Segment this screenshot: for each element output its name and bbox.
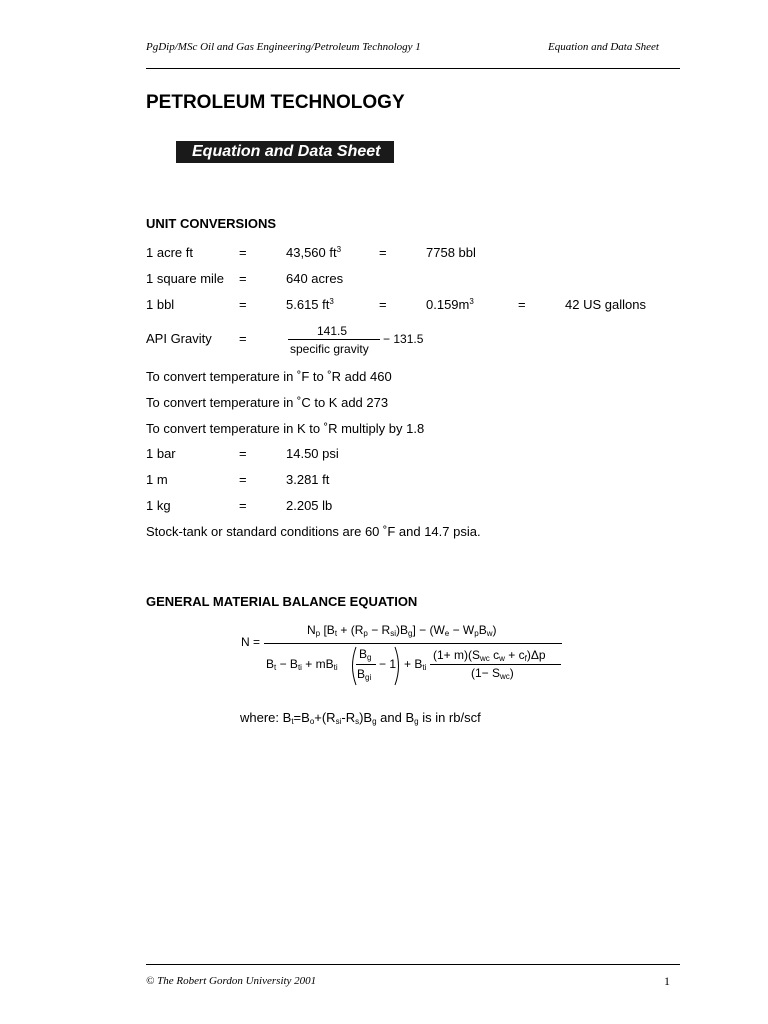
equals-sign: = (239, 245, 247, 260)
mbe-heading: GENERAL MATERIAL BALANCE EQUATION (146, 594, 418, 609)
bbl-label: 1 bbl (146, 297, 175, 312)
unit-conversions-heading: UNIT CONVERSIONS (146, 216, 277, 231)
api-denominator: specific gravity (290, 342, 369, 356)
equals-sign: = (239, 297, 247, 312)
equals-sign: = (239, 472, 247, 487)
temp-f-to-r: To convert temperature in ˚F to ˚R add 460 (146, 369, 392, 384)
equals-sign: = (239, 331, 247, 346)
header-right: Equation and Data Sheet (548, 41, 659, 53)
equals-sign: = (239, 498, 247, 513)
meter-label: 1 m (146, 472, 168, 487)
mbe-numerator: $N_p$ $[B_t + (R_p - R_{si})B_g] - (W_e - W_pB_w)$ (307, 623, 497, 638)
temp-k-to-r: To convert temperature in K to ˚R multiply by 1.8 (146, 421, 425, 436)
acre-ft-value-ft3: 43,560 $ft^3$ (286, 245, 342, 260)
api-gravity-label: API Gravity (146, 331, 212, 346)
bar-value: 14.50 psi (286, 446, 339, 461)
meter-value: 3.281 ft (286, 472, 330, 487)
right-paren-icon (393, 646, 403, 686)
bg-term: $B_g$ (359, 647, 372, 662)
bbl-value-ft3: 5.615 $ft^3$ (286, 297, 334, 312)
bbl-value-gallons: 42 US gallons (565, 297, 646, 312)
compressibility-denominator: $(1- S_{wc})$ (471, 666, 514, 681)
acre-ft-label: 1 acre ft (146, 245, 193, 260)
temp-c-to-k: To convert temperature in ˚C to K add 273 (146, 395, 389, 410)
stock-tank-note: Stock-tank or standard conditions are 60 ˚F and 14.7 psia. (146, 524, 481, 539)
equals-sign: = (239, 446, 247, 461)
compressibility-fraction-bar (430, 664, 561, 665)
equals-sign: = (239, 271, 247, 286)
kg-label: 1 kg (146, 498, 171, 513)
plus-bti: + $B_{ti}$ (404, 657, 427, 672)
header-left: PgDip/MSc Oil and Gas Engineering/Petroleum Technology 1 (146, 41, 421, 53)
mbe-where-note: where: $B_t=B_o+(R_{si}-R_s)B_g$ and $B_g$ is in rb/scf (240, 710, 481, 726)
bgi-term: $B_{gi}$ (357, 667, 372, 682)
equals-sign: = (379, 245, 387, 260)
square-mile-value: 640 acres (286, 271, 344, 286)
bar-label: 1 bar (146, 446, 176, 461)
mbe-denominator-left: $B_t - B_{ti} + mB_{ti}$ (266, 657, 338, 672)
bg-fraction-bar (356, 664, 376, 665)
bbl-value-m3: $0.159m^3$ (426, 297, 474, 312)
minus-one: − 1 (379, 657, 397, 671)
square-mile-label: 1 square mile (146, 271, 225, 286)
page-title: PETROLEUM TECHNOLOGY (146, 92, 405, 113)
equals-sign: = (518, 297, 526, 312)
api-numerator: 141.5 (317, 324, 348, 338)
acre-ft-value-bbl: 7758 bbl (426, 245, 476, 260)
header-rule (146, 68, 680, 69)
footer-rule (146, 964, 680, 965)
page-number: 1 (664, 974, 670, 988)
api-subtract: − 131.5 (383, 332, 424, 346)
equals-sign: = (379, 297, 387, 312)
api-fraction-bar (288, 339, 380, 340)
mbe-lhs: N = (241, 635, 261, 649)
kg-value: 2.205 lb (286, 498, 333, 513)
section-banner: Equation and Data Sheet (176, 141, 394, 163)
footer-copyright: © The Robert Gordon University 2001 (146, 975, 317, 987)
compressibility-numerator: $(1+ m)(S_{wc}$ $c_w + c_f)\Delta p$ (433, 648, 546, 663)
mbe-main-fraction-bar (264, 643, 562, 644)
